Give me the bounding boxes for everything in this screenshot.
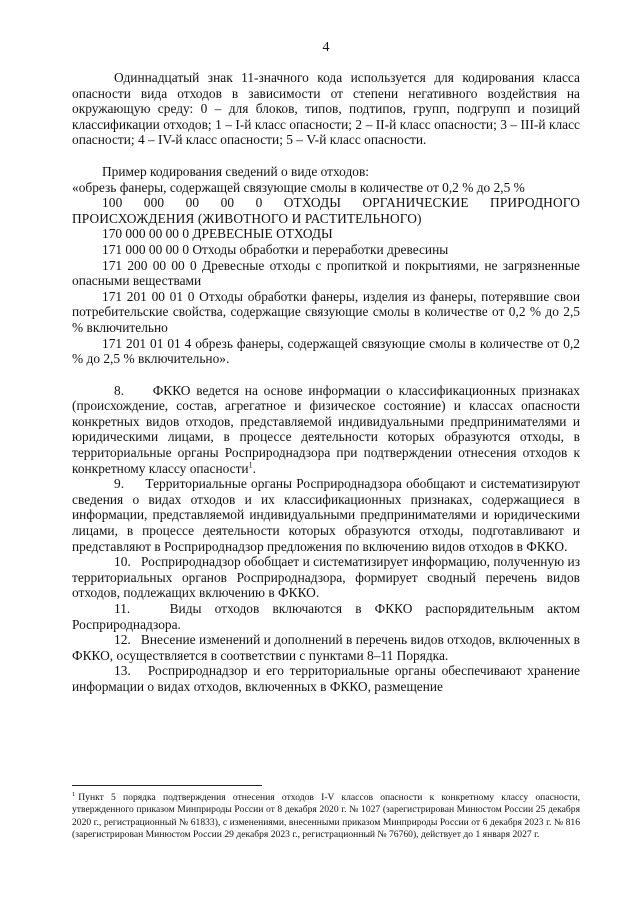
item-text: Виды отходов включаются в ФККО распорядительным актом Росприроднадзора.: [72, 601, 581, 632]
example-line-3: 171 000 00 00 0 Отходы обработки и переработки древесины: [102, 241, 449, 257]
item-11: [72, 601, 580, 632]
item-text: Территориальные органы Росприроднадзора обобщают и систематизируют сведения о видах отходов и их классификационных признаках, содержащиеся в информации, представляемой индивидуальными предпринимателями и юридическими лицами, в процессе деятельности которых образуются отходы, подготавливают и представляют в Росприроднадзор предложения по включению видов отходов в ФККО.: [72, 476, 580, 554]
item-text: Росприроднадзор и его территориальные органы обеспечивают хранение информации о видах отходов, включенных в ФККО, размещение: [72, 663, 580, 694]
item-number: 8.: [114, 382, 125, 398]
example-subject: «обрезь фанеры, содержащей связующие смолы в количестве от 0,2 % до 2,5 %: [72, 179, 525, 195]
intro-paragraph: Одиннадцатый знак 11-значного кода используется для кодирования класса опасности вида отходов в зависимости от степени негативного воздействия на окружающую среду: 0 – для блоков, типов, подтипов, групп, подгрупп и позиций классификации отходов; 1 – I-й класс опасности; 2 – II-й класс опасности; 3 – III-й класс опасности; 4 – IV-й класс опасности; 5 – V-й класс опасности.: [72, 70, 580, 148]
item-number: 13.: [114, 663, 131, 679]
example-line-5: 171 201 00 01 0 Отходы обработки фанеры, изделия из фанеры, потерявшие свои потребительские свойства, содержащие связующие смолы в количестве от 0,2 % до 2,5 % включительно: [72, 288, 580, 335]
item-number: 10.: [114, 554, 131, 570]
item-number: 11.: [114, 601, 131, 616]
item-tail: .: [252, 460, 256, 476]
item-text: ФККО ведется на основе информации о классификационных признаках (происхождение, состав, агрегатное и физическое состояние) и классах опасности конкретных видов отходов, представляемой индивидуальными предпринимателями и юридическими лицами, в процессе деятельности которых образуются отходы, в территориальные органы Росприроднадзора при подтверждении отнесения отходов к конкретному классу опасности: [72, 382, 580, 476]
example-line-4: 171 200 00 00 0 Древесные отходы с пропиткой и покрытиями, не загрязненные опасными веществами: [72, 257, 580, 289]
footnote: [72, 792, 580, 842]
footnote-text: Пункт 5 порядка подтверждения отнесения отходов I-V классов опасности к конкретному классу опасности, утвержденного приказом Минприроды России от 8 декабря 2020 г. № 1027 (зарегистрирован Минюстом России 25 декабря 2020 г., регистрационный № 61833), с изменениями, внесенными приказом Минприроды России от 6 декабря 2023 г. № 816 (зарегистрирован Минюстом России 29 декабря 2023 г., регистрационный № 76760), действует до 1 января 2027 г.: [72, 792, 580, 841]
example-heading: Пример кодирования сведений о виде отходов:: [102, 163, 370, 179]
example-line-1: 100 000 00 00 0 ОТХОДЫ ОРГАНИЧЕСКИЕ ПРИРОДНОГО ПРОИСХОЖДЕНИЯ (ЖИВОТНОГО И РАСТИТЕЛЬНОГО): [72, 195, 580, 226]
item-9: [72, 476, 580, 554]
item-10: [72, 554, 580, 601]
item-text: Росприроднадзор обобщает и систематизирует информацию, полученную из территориальных органов Росприроднадзора, формирует сводный перечень видов отходов, подлежащих включению в ФККО.: [72, 554, 580, 601]
footnote-mark: 1: [72, 790, 76, 798]
example-line-2: 170 000 00 00 0 ДРЕВЕСНЫЕ ОТХОДЫ: [102, 226, 333, 242]
example-line-6: 171 201 01 01 4 обрезь фанеры, содержащей связующие смолы в количестве от 0,2 % до 2,5 % включительно».: [72, 335, 580, 367]
item-text: Внесение изменений и дополнений в перечень видов отходов, включенных в ФККО, осуществляется в соответствии с пунктами 8–11 Порядка.: [72, 632, 580, 663]
item-12: [72, 632, 580, 663]
item-number: 9.: [114, 476, 125, 492]
item-13: [72, 663, 580, 694]
numbered-items: [72, 383, 580, 695]
footnote-ref: 1: [248, 460, 253, 470]
page-number: 4: [322, 40, 330, 55]
item-8: [72, 383, 580, 477]
item-number: 12.: [114, 632, 131, 648]
example-block: [72, 164, 580, 367]
footnote-divider: [72, 785, 262, 786]
